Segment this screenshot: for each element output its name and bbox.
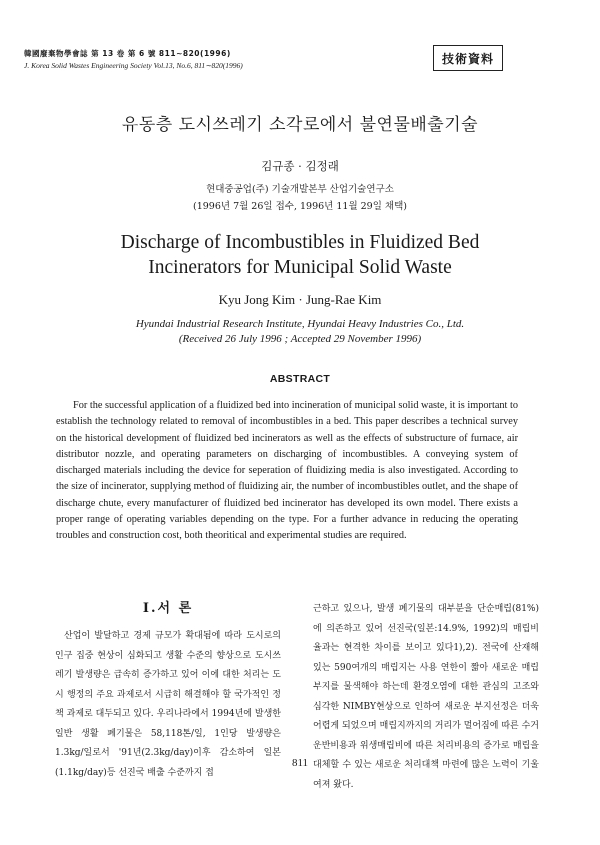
introduction-right-column: 근하고 있으나, 발생 폐기물의 대부분을 단순매립(81%)에 의존하고 있어 선진국(일본:14.9%, 1992)의 매립비율과는 현격한 차이를 보이고 있다1),2). 전국에 산재해 있는 590여개의 매립지는 사용 연한이 짧아 새로운 매립부지를 물색해야 하는데 환경오염에 대한 관심의 고조와 심각한 NIMBY현상으로 인하여 새로운 부지선정은 더욱 어렵게 되었으며 매립지까지의 거리가 멀어짐에 따른 수거 운반비용과 위생매립비에 따른 처리비용의 증가로 매립을 대체할 수 있는 새로운 처리대책 마련에 많은 노력이 기울여져 왔다. <box>313 604 539 790</box>
paper-title-korean: 유동층 도시쓰레기 소각로에서 불연물배출기술 <box>121 115 479 135</box>
page-number: 811 <box>291 757 309 769</box>
paper-title-english-text: Discharge of Incombustibles in Fluidized Bed Incinerators for Municipal Solid Waste <box>120 232 480 278</box>
abstract-heading: ABSTRACT <box>269 373 331 385</box>
introduction-left-column: 산업이 발달하고 경제 규모가 확대됨에 따라 도시로의 인구 집중 현상이 심화되고 생활 수준의 향상으로 도시쓰레기 발생량은 급속히 증가하고 있어 이에 대한 처리는 도시 행정의 주요 과제로서 시급히 해결해야 할 국가적인 정책 과제로 대두되고 있다. 우리나라에서 1994년에 발생한 일반 생활 폐기물은 58,118톤/일, 1인당 발생량은 1.3kg/일로서 '91년(2.3kg/day)이후 감소하여 일본(1.1kg/day)등 선진국 배출 수준까지 접 <box>55 631 281 778</box>
received-date-english: (Received 26 July 1996 ; Accepted 29 November 1996) <box>178 333 422 345</box>
paper-title-english <box>0 230 600 280</box>
journal-header <box>24 48 243 70</box>
authors-korean: 김규종 · 김정래 <box>261 159 339 173</box>
article-category-badge: 技術資料 <box>433 45 503 71</box>
journal-title-korean: 韓國廢棄物學會誌 第 13 卷 第 6 號 811∼820(1996) <box>24 49 231 58</box>
affiliation-english: Hyundai Industrial Research Institute, Hyundai Heavy Industries Co., Ltd. <box>135 318 465 330</box>
received-date-korean: (1996년 7월 26일 접수, 1996년 11월 29일 채택) <box>192 201 407 212</box>
abstract-body: For the successful application of a fluidized bed into incineration of municipal solid waste, it is important to establish the technology related to removal of incombustibles in a bed. This paper describes a technical survey on the historical development of fluidized bed incinerators as well as the effects of substructure of furnace, air distributor nozzle, and operating parameters on discharging of incombustibles. A conveying system of discharged materials including the device for seperation of fluidizing media is also investigated. According to the size of incinerator, supplying method of fluidizing air, the number of incombustibles outlet, and the shape of discharge chute, every manufacturer of fluidized bed incinerator has developed its own model. There exists a proper range of operating variables depending on the type. For a further advance in reducing the operating troubles and construction cost, both theoritical and experimental studies are required. <box>56 400 518 542</box>
journal-title-english: J. Korea Solid Wastes Engineering Society Vol.13, No.6, 811∼820(1996) <box>24 61 243 70</box>
authors-english: Kyu Jong Kim · Jung-Rae Kim <box>218 292 382 307</box>
section-heading-introduction: Ⅰ.서 론 <box>142 601 194 616</box>
affiliation-korean: 현대중공업(주) 기술개발본부 산업기술연구소 <box>206 184 394 195</box>
